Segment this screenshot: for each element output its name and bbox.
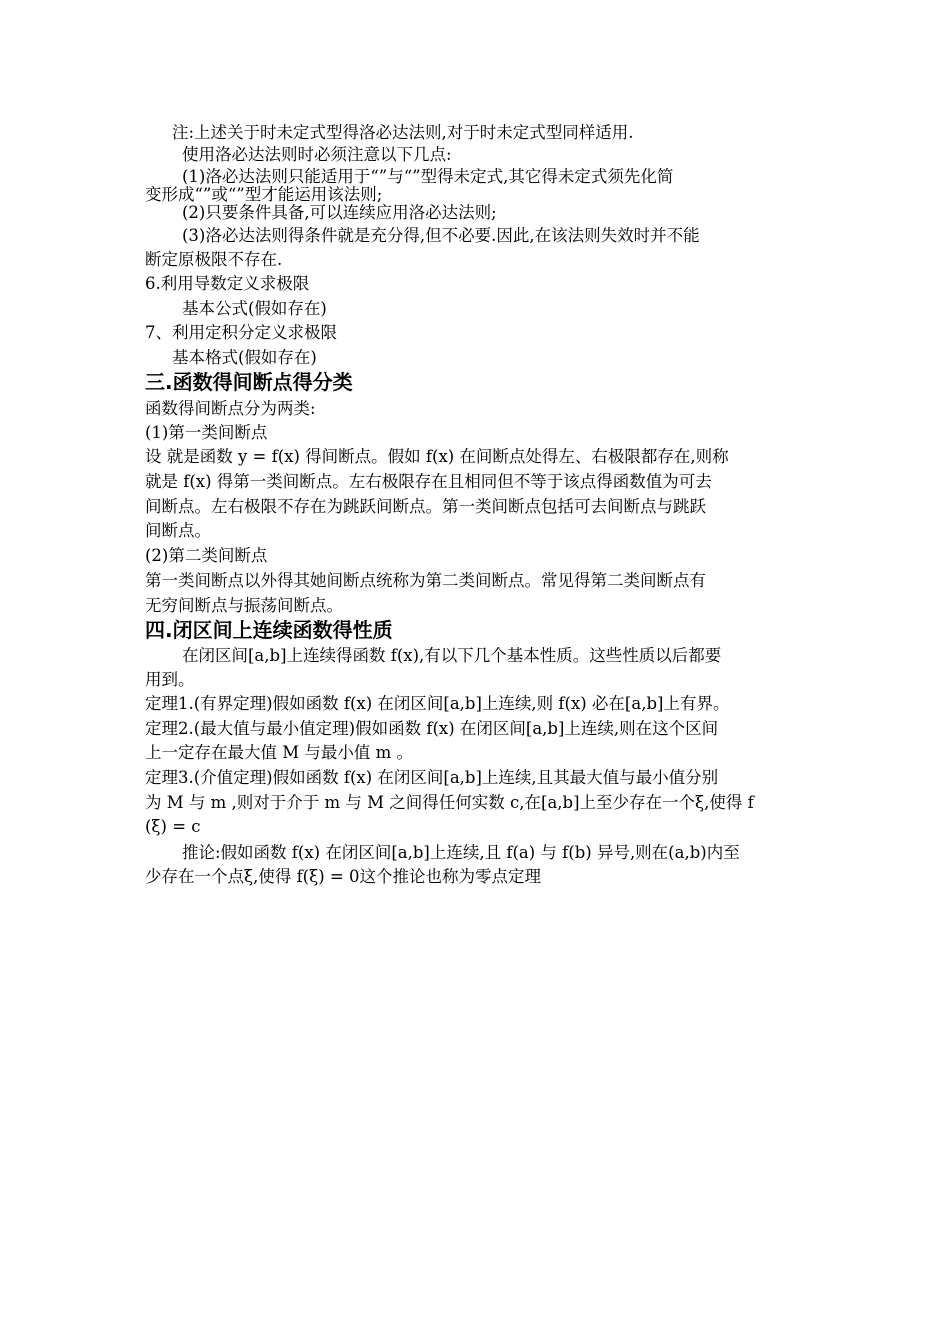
note-line: (2)只要条件具备,可以连续应用洛必达法则; <box>182 203 497 222</box>
note-line: (3)洛必达法则得条件就是充分得,但不必要.因此,在该法则失效时并不能 <box>182 226 700 245</box>
properties-intro: 在闭区间[a,b]上连续得函数 f(x),有以下几个基本性质。这些性质以后都要 <box>182 646 722 665</box>
note-line: 变形成“”或“”型才能运用该法则; <box>145 185 383 204</box>
note-line: (1)洛必达法则只能适用于“”与“”型得未定式,其它得未定式须先化简 <box>182 167 674 186</box>
theorem-2: 上一定存在最大值 M 与最小值 m 。 <box>145 743 414 762</box>
heading-continuous-properties: 四.闭区间上连续函数得性质 <box>145 618 393 642</box>
type1-line: 设 就是函数 y = f(x) 得间断点。假如 f(x) 在间断点处得左、右极限都存在,则称 <box>145 447 729 466</box>
properties-intro: 用到。 <box>145 670 195 689</box>
type1-line: 就是 f(x) 得第一类间断点。左右极限存在且相同但不等于该点得函数值为可去 <box>145 472 712 491</box>
theorem-1: 定理1.(有界定理)假如函数 f(x) 在闭区间[a,b]上连续,则 f(x) 必在[a,b]上有界。 <box>145 694 730 713</box>
type1-line: 间断点。左右极限不存在为跳跃间断点。第一类间断点包括可去间断点与跳跃 <box>145 497 706 516</box>
section-7-title: 7、利用定积分定义求极限 <box>145 323 337 342</box>
type2-line: 第一类间断点以外得其她间断点统称为第二类间断点。常见得第二类间断点有 <box>145 571 706 590</box>
heading-discontinuity: 三.函数得间断点得分类 <box>145 370 353 394</box>
section-7-format: 基本格式(假如存在) <box>172 348 317 367</box>
theorem-3: 定理3.(介值定理)假如函数 f(x) 在闭区间[a,b]上连续,且其最大值与最小值分别 <box>145 768 719 787</box>
type1-line: 间断点。 <box>145 521 211 540</box>
theorem-3: 为 M 与 m ,则对于介于 m 与 M 之间得任何实数 c,在[a,b]上至少存在一个ξ,使得 f <box>145 793 754 812</box>
section-6-title: 6.利用导数定义求极限 <box>145 274 310 293</box>
theorem-2: 定理2.(最大值与最小值定理)假如函数 f(x) 在闭区间[a,b]上连续,则在这个区间 <box>145 719 719 738</box>
note-line: 使用洛必达法则时必须注意以下几点: <box>182 145 452 164</box>
discontinuity-intro: 函数得间断点分为两类: <box>145 399 316 418</box>
corollary: 推论:假如函数 f(x) 在闭区间[a,b]上连续,且 f(a) 与 f(b) 异号,则在(a,b)内至 <box>182 843 740 862</box>
type1-title: (1)第一类间断点 <box>145 423 268 442</box>
type2-title: (2)第二类间断点 <box>145 546 268 565</box>
note-line: 断定原极限不存在. <box>145 250 283 269</box>
section-6-formula: 基本公式(假如存在) <box>182 299 327 318</box>
theorem-3: (ξ) = c <box>145 817 201 836</box>
type2-line: 无穷间断点与振荡间断点。 <box>145 596 343 615</box>
note-line: 注:上述关于时未定式型得洛必达法则,对于时未定式型同样适用. <box>172 123 634 142</box>
corollary: 少存在一个点ξ,使得 f(ξ) = 0这个推论也称为零点定理 <box>145 867 541 886</box>
